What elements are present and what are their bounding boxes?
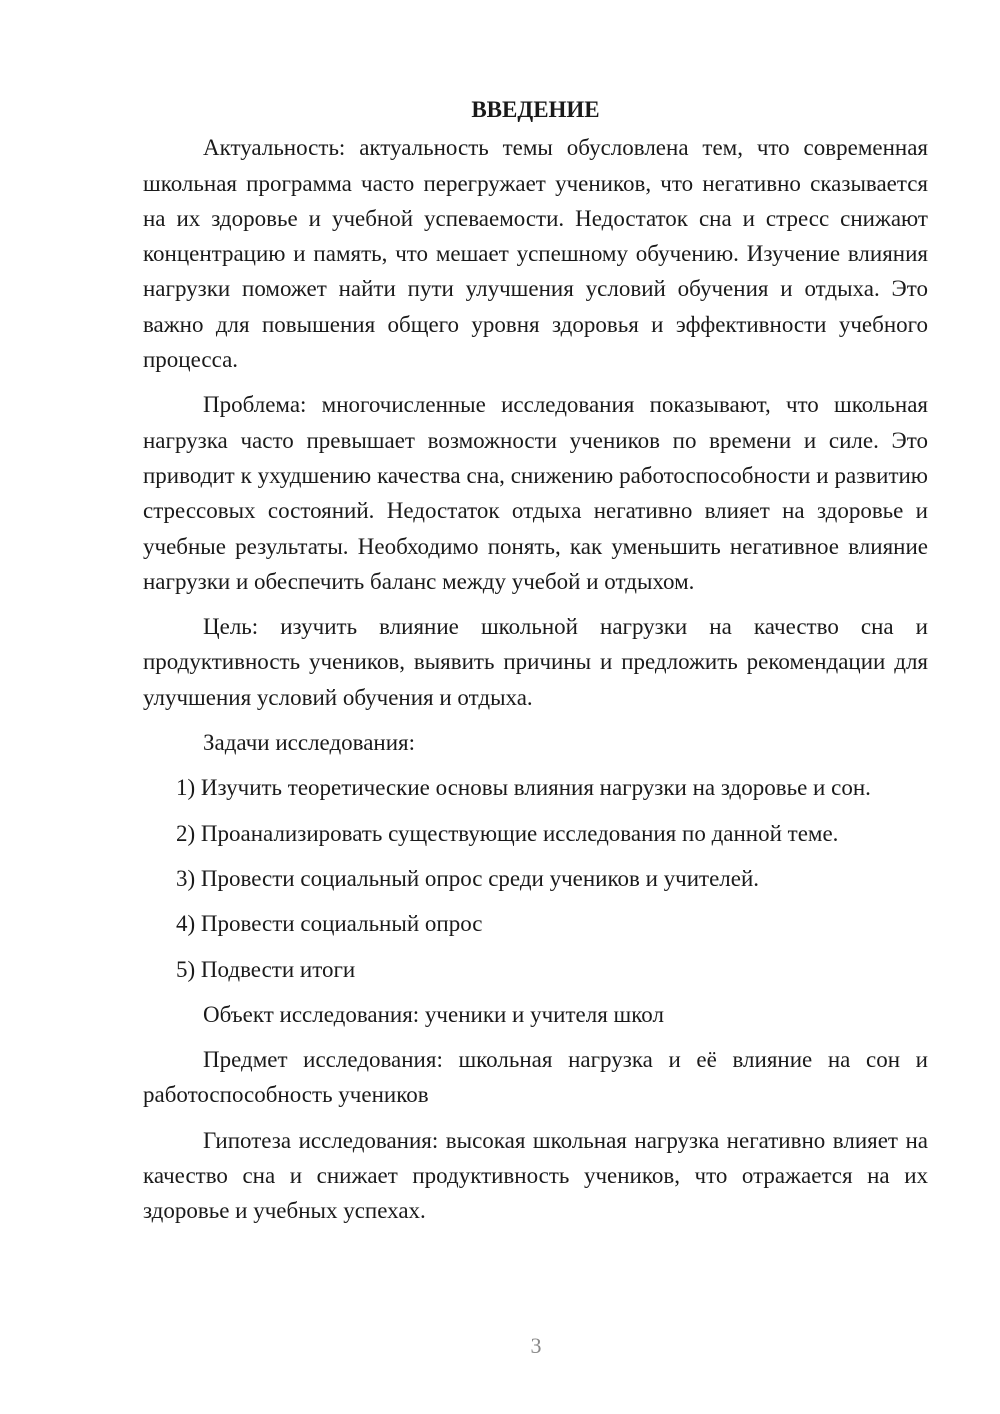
list-item: [143, 861, 928, 896]
list-item: [143, 906, 928, 941]
list-item-number: 4): [176, 911, 196, 937]
list-item-number: 2): [176, 820, 196, 846]
list-item-text: Подвести итоги: [200, 956, 356, 982]
list-item-number: 5): [176, 956, 196, 982]
paragraph-problem: Проблема: многочисленные исследования показывают, что школьная нагрузка часто превышает возможности учеников по времени и силе. Это приводит к ухудшению качества сна, снижению работоспособности и развитию стрессовых состояний. Недостаток отдыха негативно влияет на здоровье и учебные результаты. Необходимо понять, как уменьшить негативное влияние нагрузки и обеспечить баланс между учебой и отдыхом.: [143, 392, 928, 594]
list-item: [143, 770, 928, 805]
tasks-list: [143, 770, 928, 986]
list-item-number: 3): [176, 865, 196, 891]
list-item-number: 1): [176, 775, 196, 801]
list-item: [143, 816, 928, 851]
list-item: [143, 952, 928, 987]
paragraph-relevance: Актуальность: актуальность темы обусловлена тем, что современная школьная программа часто перегружает учеников, что негативно сказывается на их здоровье и учебной успеваемости. Недостаток сна и стресс снижают концентрацию и память, что мешает успешному обучению. Изучение влияния нагрузки поможет найти пути улучшения условий обучения и отдыха. Это важно для повышения общего уровня здоровья и эффективности учебного процесса.: [143, 135, 928, 373]
paragraph-goal: Цель: изучить влияние школьной нагрузки на качество сна и продуктивность учеников, выявить причины и предложить рекомендации для улучшения условий обучения и отдыха.: [143, 614, 928, 710]
page-number: 3: [530, 1333, 542, 1358]
paragraph-object: Объект исследования: ученики и учителя школ: [203, 1001, 664, 1027]
section-heading: ВВЕДЕНИЕ: [471, 97, 600, 122]
list-item-text: Изучить теоретические основы влияния нагрузки на здоровье и сон.: [200, 775, 871, 801]
paragraph-hypothesis: Гипотеза исследования: высокая школьная нагрузка негативно влияет на качество сна и снижает продуктивность учеников, что отражается на их здоровье и учебных успехах.: [143, 1127, 928, 1224]
list-item-text: Провести социальный опрос среди учеников и учителей.: [200, 865, 760, 891]
paragraph-subject: Предмет исследования: школьная нагрузка и её влияние на сон и работоспособность учеников: [143, 1047, 928, 1108]
tasks-title: Задачи исследования:: [203, 730, 416, 756]
list-item-text: Проанализировать существующие исследования по данной теме.: [200, 820, 839, 846]
list-item-text: Провести социальный опрос: [200, 911, 483, 937]
document-body: [143, 92, 928, 1239]
